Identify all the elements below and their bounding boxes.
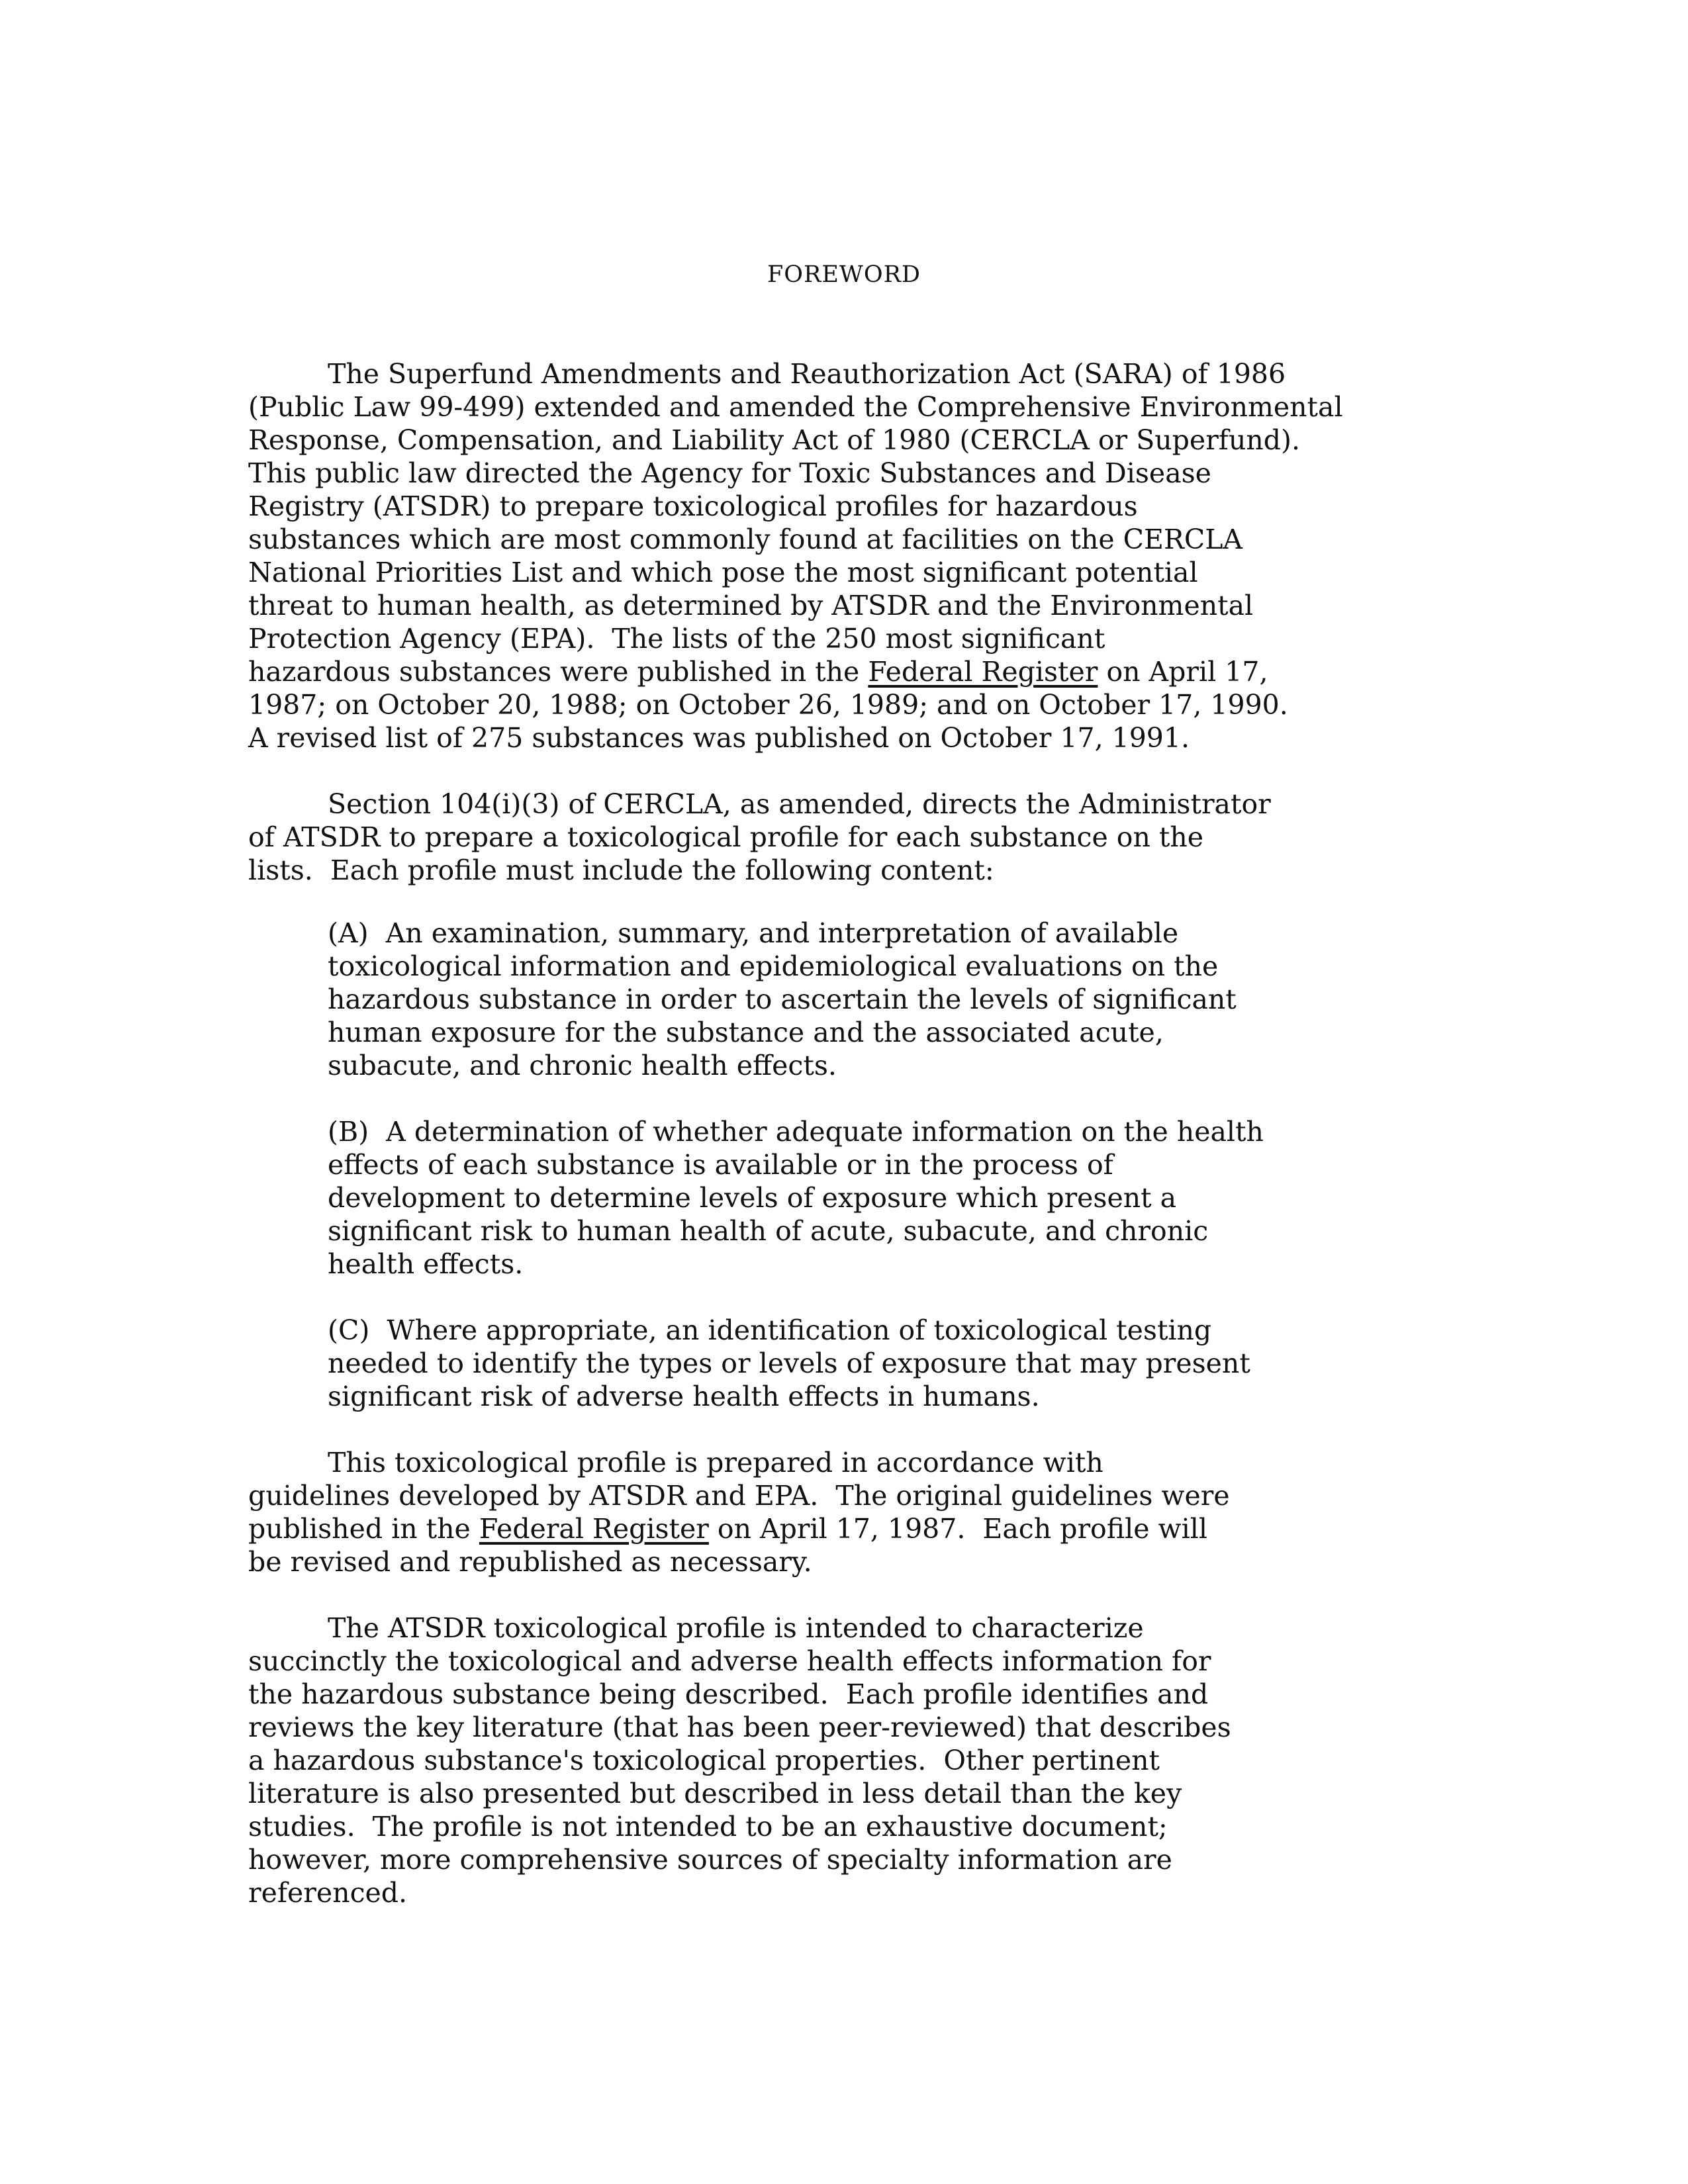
text-line: literature is also presented but described in less detail than the key [248,1778,1182,1809]
text-line: hazardous substance in order to ascertain the levels of significant [328,983,1237,1015]
text-line: (A) An examination, summary, and interpretation of available [328,917,1179,949]
text-span: on April 17, [1098,656,1268,688]
text-line: of ATSDR to prepare a toxicological profile for each substance on the [248,821,1204,853]
text-line: This public law directed the Agency for Toxic Substances and Disease [248,457,1211,489]
text-line: studies. The profile is not intended to be an exhaustive document; [248,1811,1168,1843]
text-line: This toxicological profile is prepared in accordance with [328,1447,1103,1479]
text-line: Response, Compensation, and Liability Act of 1980 (CERCLA or Superfund). [248,424,1301,456]
text-line: significant risk to human health of acute, subacute, and chronic [328,1215,1209,1247]
text-line: the hazardous substance being described. Each profile identifies and [248,1678,1209,1710]
text-line: development to determine levels of exposure which present a [328,1182,1177,1214]
text-line: 1987; on October 20, 1988; on October 26, 1989; and on October 17, 1990. [248,689,1288,721]
text-line: guidelines developed by ATSDR and EPA. The original guidelines were [248,1480,1230,1512]
text-line: human exposure for the substance and the associated acute, [328,1017,1164,1048]
text-line: be revised and republished as necessary. [248,1546,812,1578]
text-line: significant risk of adverse health effects in humans. [328,1381,1040,1412]
text-line: lists. Each profile must include the following content: [248,854,994,886]
text-line: The Superfund Amendments and Reauthorization Act (SARA) of 1986 [328,358,1286,390]
federal-register-citation: Federal Register [479,1513,709,1545]
text-line: subacute, and chronic health effects. [328,1050,837,1081]
text-line: needed to identify the types or levels of exposure that may present [328,1347,1250,1379]
text-line: toxicological information and epidemiological evaluations on the [328,950,1219,982]
text-line: effects of each substance is available or in the process of [328,1149,1113,1181]
text-line [248,1512,1207,1545]
federal-register-citation: Federal Register [868,656,1098,688]
text-line: health effects. [328,1248,524,1280]
text-line: succinctly the toxicological and adverse health effects information for [248,1645,1211,1677]
text-line: however, more comprehensive sources of specialty information are [248,1844,1172,1876]
text-line: Section 104(i)(3) of CERCLA, as amended, directs the Administrator [328,788,1271,820]
page-title: FOREWORD [767,261,921,288]
text-span: on April 17, 1987. Each profile will [708,1513,1207,1545]
text-line: The ATSDR toxicological profile is intended to characterize [328,1612,1144,1644]
text-line: A revised list of 275 substances was published on October 17, 1991. [248,722,1190,754]
text-line: referenced. [248,1877,408,1909]
text-line: Registry (ATSDR) to prepare toxicological profiles for hazardous [248,490,1138,522]
text-line [248,655,1268,688]
text-span: hazardous substances were published in the [248,656,868,688]
text-line: (B) A determination of whether adequate information on the health [328,1116,1264,1148]
text-line: reviews the key literature (that has been peer-reviewed) that describes [248,1711,1231,1743]
text-line: National Priorities List and which pose the most significant potential [248,557,1198,588]
text-line: (Public Law 99-499) extended and amended the Comprehensive Environmental [248,391,1343,423]
text-line: threat to human health, as determined by ATSDR and the Environmental [248,590,1254,621]
text-line: Protection Agency (EPA). The lists of the 250 most significant [248,623,1105,655]
text-line: substances which are most commonly found at facilities on the CERCLA [248,523,1243,555]
text-line: a hazardous substance's toxicological properties. Other pertinent [248,1745,1160,1776]
text-line: (C) Where appropriate, an identification of toxicological testing [328,1314,1212,1346]
text-span: published in the [248,1513,479,1545]
